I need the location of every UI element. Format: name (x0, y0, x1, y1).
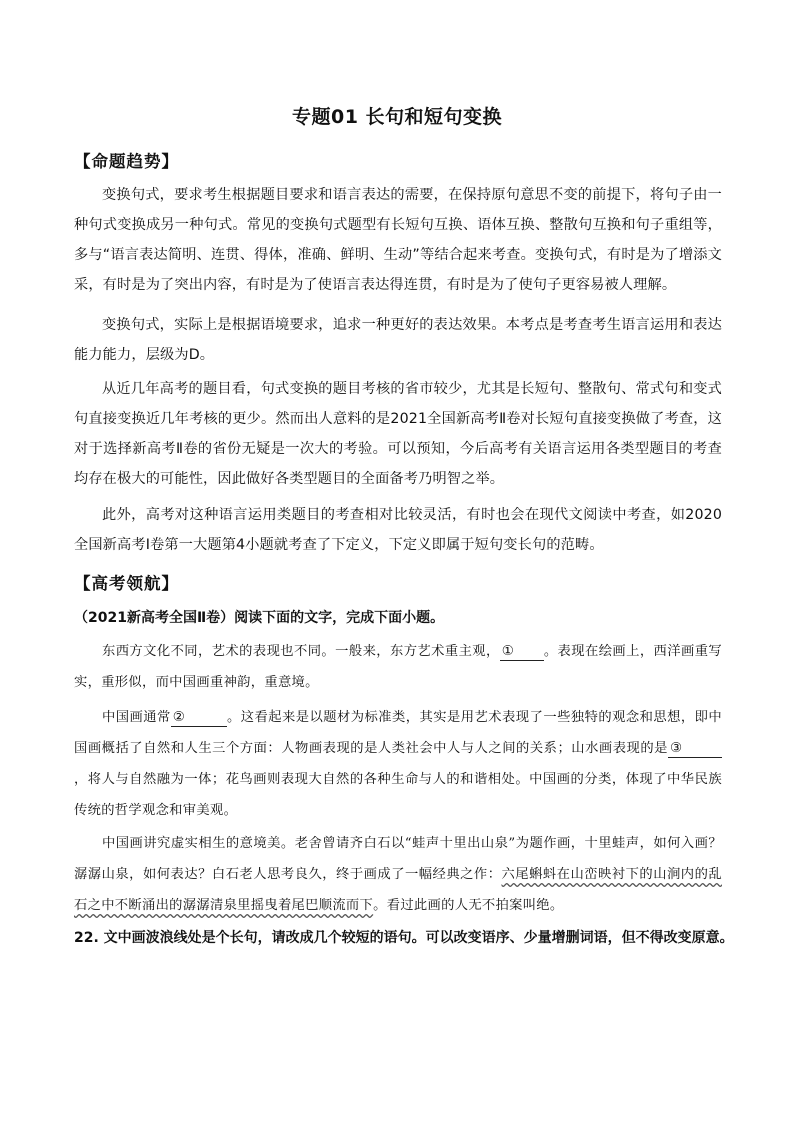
blank-number: ③ (670, 741, 683, 756)
section-heading-trend: 【命题趋势】 (74, 152, 179, 171)
passage-text: 中国画通常 (102, 710, 171, 725)
blank-1 (500, 643, 544, 661)
passage-text: 。看过此画的人无不拍案叫绝。 (373, 898, 564, 913)
passage-text: 。表现在绘画上，西洋画重写实，重形似，而中国画重神韵，重意境。 (74, 644, 723, 690)
section-heading-exam: 【高考领航】 (74, 574, 179, 593)
page-title: 专题01 长句和短句变换 (291, 106, 503, 128)
reading-passage-p2 (74, 702, 722, 826)
passage-text: 中国画讲究虚实相生的意境美。老舍曾请齐白石以“蛙声十里出山泉”为题作画，十里蛙声，如何入画？潺潺山泉，如何表达？白石老人思考良久，终于画成了一幅经典之作： (74, 836, 722, 882)
passage-text: ，将人与自然融为一体；花鸟画则表现大自然的各种生命与人的和谐相处。中国画的分类，体现了中华民族传统的哲学观念和审美观。 (74, 772, 722, 818)
trend-paragraph-3: 从近几年高考的题目看，句式变换的题目考核的省市较少，尤其是长短句、整散句、常式句和变式句直接变换近几年考核的更少。然而出人意料的是2021全国新高考Ⅱ卷对长短句直接变换做了考查，这对于选择新高考Ⅱ卷的省份无疑是一次大的考验。可以预知，今后高考有关语言运用各类型题目的考查均存在极大的可能性，因此做好各类型题目的全面备考乃明智之举。 (74, 381, 722, 487)
blank-number: ① (501, 644, 514, 659)
reading-passage-p1 (74, 636, 722, 698)
wavy-underlined-long-sentence: 六尾蝌蚪在山峦映衬下的山涧内的乱石之中不断涌出的潺潺清泉里摇曳着尾巴顺流而下 (74, 867, 722, 913)
passage-text: 东西方文化不同，艺术的表现也不同。一般来，东方艺术重主观， (102, 644, 500, 659)
question-intro: （2021新高考全国Ⅱ卷）阅读下面的文字，完成下面小题。 (74, 610, 445, 626)
blank-3 (668, 740, 722, 758)
passage-text: 。这看起来是以题材为标准类，其实是用艺术表现了一些独特的观念和思想，即中国画概括了自然和人生三个方面：人物画表现的是人类社会中人与人之间的关系；山水画表现的是 (74, 710, 722, 756)
blank-2 (171, 709, 227, 727)
trend-paragraph-2: 变换句式，实际上是根据语境要求，追求一种更好的表达效果。本考点是考查考生语言运用和表达能力能力，层级为D。 (74, 317, 722, 363)
trend-paragraph-1: 变换句式，要求考生根据题目要求和语言表达的需要，在保持原句意思不变的前提下，将句子由一种句式变换成另一种句式。常见的变换句式题型有长短句互换、语体互换、整散句互换和句子重组等，多与“语言表达简明、连贯、得体，准确、鲜明、生动”等结合起来考查。变换句式，有时是为了增添文采，有时是为了突出内容，有时是为了使语言表达得连贯，有时是为了使句子更容易被人理解。 (74, 187, 722, 293)
question-22: 22. 文中画波浪线处是个长句，请改成几个较短的语句。可以改变语序、少量增删词语，但不得改变原意。 (74, 930, 734, 946)
reading-passage-p3 (74, 828, 722, 921)
blank-number: ② (172, 710, 186, 725)
trend-paragraph-4: 此外，高考对这种语言运用类题目的考查相对比较灵活，有时也会在现代文阅读中考查，如2020全国新高考Ⅰ卷第一大题第4小题就考查了下定义，下定义即属于短句变长句的范畴。 (74, 507, 722, 553)
